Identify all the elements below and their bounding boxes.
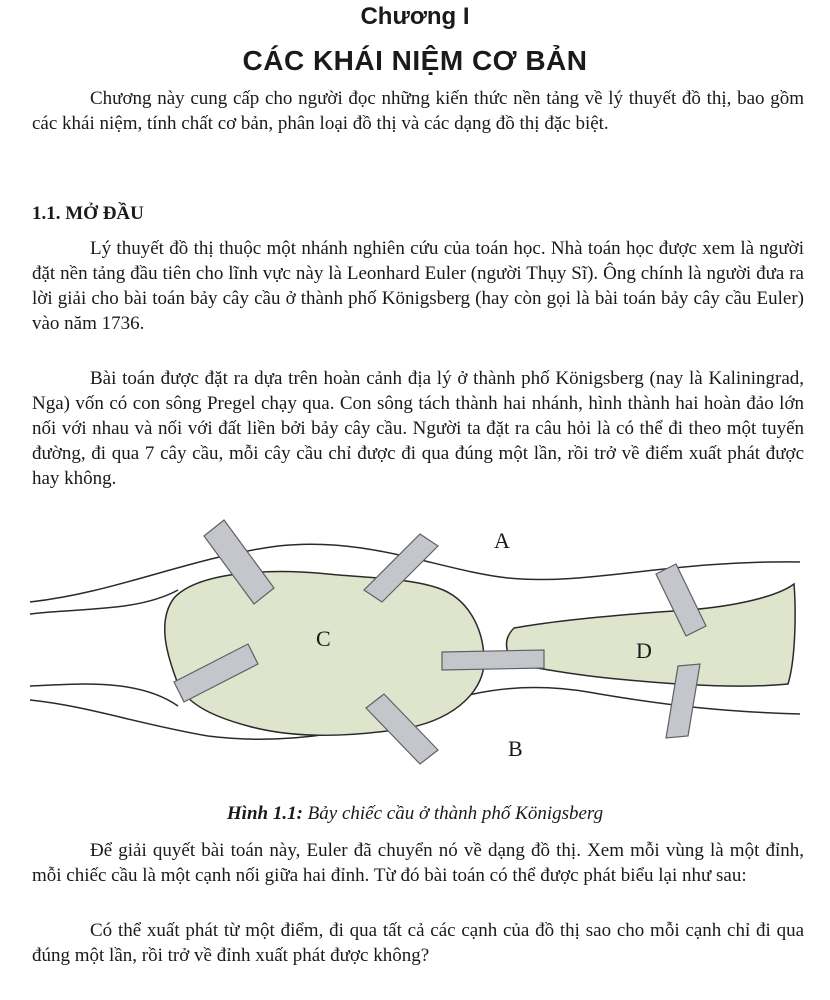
section-heading: 1.1. MỞ ĐẦU	[32, 203, 144, 224]
section-paragraph-1: Lý thuyết đồ thị thuộc một nhánh nghiên cứu của toán học. Nhà toán học được xem là người đặt nền tảng đầu tiên cho lĩnh vực này là Leonhard Euler (người Thụy Sĩ). Ông chính là người đưa ra lời giải cho bài toán bảy cây cầu ở thành phố Königsberg (hay còn gọi là bài toán bảy cây cầu Euler) vào năm 1736.	[32, 238, 804, 334]
island-d	[507, 584, 796, 686]
chapter-title: CÁC KHÁI NIỆM CƠ BẢN	[242, 45, 588, 76]
label-b: B	[508, 736, 523, 761]
intro-paragraph: Chương này cung cấp cho người đọc những kiến thức nền tảng về lý thuyết đồ thị, bao gồm các khái niệm, tính chất cơ bản, phân loại đồ thị và các dạng đồ thị đặc biệt.	[32, 88, 804, 134]
konigsberg-map	[28, 518, 802, 790]
chapter-label: Chương I	[360, 3, 470, 30]
island-c	[165, 572, 484, 736]
label-d: D	[636, 638, 652, 663]
river-bank-west-upper	[30, 590, 178, 614]
after-figure-paragraph-1: Để giải quyết bài toán này, Euler đã chuyển nó về dạng đồ thị. Xem mỗi vùng là một đỉnh, mỗi chiếc cầu là một cạnh nối giữa hai đỉnh. Từ đó bài toán có thể được phát biểu lại như sau:	[32, 840, 804, 886]
label-c: C	[316, 626, 331, 651]
after-figure-paragraph-2: Có thể xuất phát từ một điểm, đi qua tất cả các cạnh của đồ thị sao cho mỗi cạnh chỉ đi qua đúng một lần, rồi trở về đỉnh xuất phát được không?	[32, 920, 804, 966]
figure-caption-label: Hình 1.1:	[226, 803, 303, 824]
section-paragraph-2: Bài toán được đặt ra dựa trên hoàn cảnh địa lý ở thành phố Königsberg (nay là Kaliningrad, Nga) vốn có con sông Pregel chạy qua. Con sông tách thành hai nhánh, hình thành hai hoàn đảo lớn nối với nhau và nối với đất liền bởi bảy cây cầu. Người ta đặt ra câu hỏi là có thể đi theo một tuyến đường, đi qua 7 cây cầu, mỗi cây cầu chỉ được đi qua đúng một lần, rồi trở về điểm xuất phát được hay không.	[32, 368, 804, 489]
label-a: A	[494, 528, 510, 553]
bridge-5	[442, 650, 544, 670]
figure-caption-text: Bảy chiếc cầu ở thành phố Königsberg	[302, 803, 604, 824]
konigsberg-bridges-figure	[28, 518, 802, 790]
figure-caption	[0, 802, 830, 826]
